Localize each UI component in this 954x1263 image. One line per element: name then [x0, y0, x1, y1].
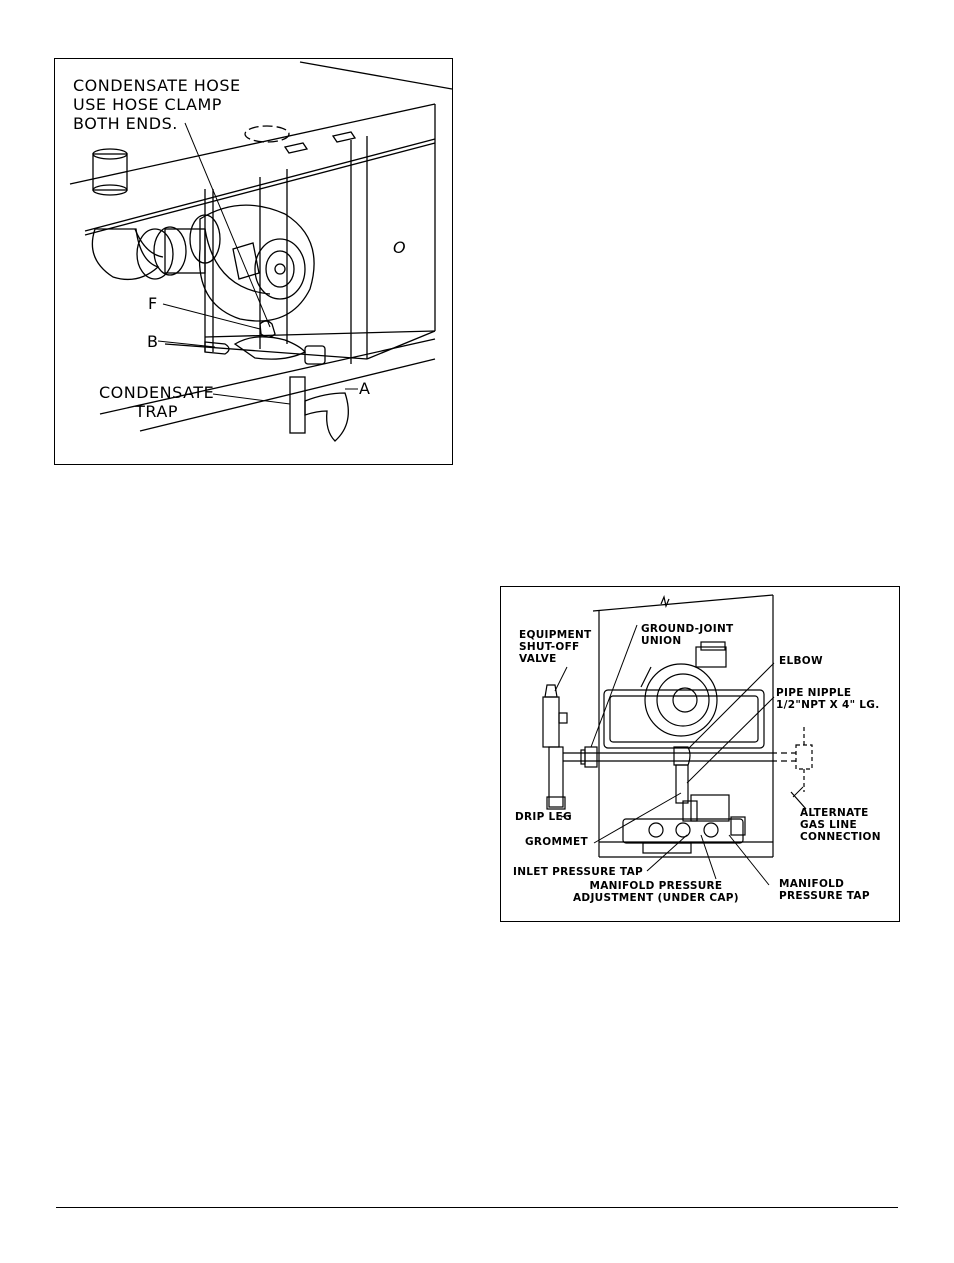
nipple-leader	[687, 697, 774, 783]
ground-joint-union-callout: GROUND-JOINT UNION	[641, 623, 734, 648]
elbow-callout: ELBOW	[779, 655, 823, 667]
union-leader	[591, 625, 637, 747]
page-footer-rule	[56, 1207, 898, 1208]
condensate-drain-hose	[305, 393, 348, 441]
alternate-gas-line-callout: ALTERNATE GAS LINE CONNECTION	[800, 807, 881, 844]
grommet-callout: GROMMET	[525, 836, 588, 848]
trap-manifold	[235, 337, 305, 359]
callout-b: B	[147, 332, 159, 351]
cabinet-top-break	[593, 595, 773, 611]
cabinet-bottom-edge	[165, 344, 367, 359]
condensate-hose-callout: CONDENSATE HOSE USE HOSE CLAMP BOTH ENDS.	[73, 76, 241, 133]
burner-compartment	[604, 690, 764, 748]
inlet-pressure-tap-callout: INLET PRESSURE TAP	[513, 866, 643, 878]
pipe-nipple-callout: PIPE NIPPLE 1/2"NPT X 4" LG.	[776, 687, 880, 712]
cabinet-top-edge-back	[300, 62, 452, 89]
elbow-leader	[688, 663, 774, 749]
access-panel-label: O	[393, 238, 407, 257]
ground-joint-union	[585, 747, 597, 767]
shutoff-valve	[543, 697, 559, 747]
top-opening	[245, 126, 289, 142]
shutoff-valve-callout: EQUIPMENT SHUT-OFF VALVE	[519, 629, 592, 666]
callout-a: A	[359, 379, 371, 398]
grommet-leader	[594, 793, 681, 843]
alternate-tee	[796, 745, 812, 769]
condensate-trap-pipe	[290, 377, 305, 433]
valve-leader	[555, 667, 567, 691]
hose-leader	[185, 123, 270, 327]
condensate-trap-callout: CONDENSATE TRAP	[99, 383, 215, 421]
alternate-leader	[793, 787, 803, 797]
callout-f: F	[148, 294, 158, 313]
manifold-pressure-tap-callout: MANIFOLD PRESSURE TAP	[779, 878, 870, 903]
condensate-trap-figure	[54, 58, 453, 465]
manifold-pressure-adjustment-callout: MANIFOLD PRESSURE ADJUSTMENT (UNDER CAP)	[573, 880, 739, 905]
flue-elbow	[92, 229, 158, 279]
elbow	[674, 747, 690, 765]
pipe-nipple	[676, 765, 688, 803]
drip-leg-callout: DRIP LEG	[515, 811, 572, 823]
drip-leg	[549, 747, 563, 807]
inducer-blower	[645, 664, 717, 736]
gas-piping-figure	[500, 586, 900, 922]
